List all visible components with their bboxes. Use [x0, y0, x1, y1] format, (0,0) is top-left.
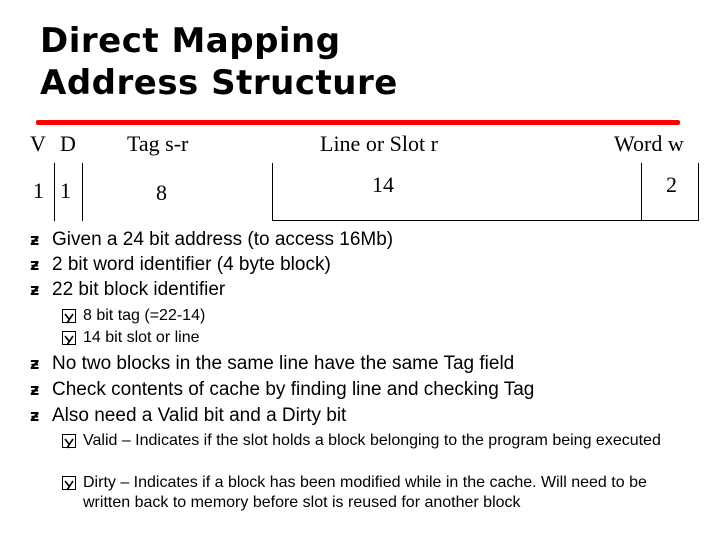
z-bullet-icon: ƶ — [30, 280, 40, 299]
sub-bullet-item: Dirty – Indicates if a block has been modified while in the cache. Will need to be written back to memory before slot is reused for another block — [62, 473, 682, 513]
header-d: D — [60, 131, 76, 156]
z-bullet-icon: ƶ — [30, 255, 40, 274]
sub-bullet-item: Valid – Indicates if the slot holds a block belonging to the program being executed — [62, 431, 682, 451]
title-line-1: Direct Mapping — [40, 21, 341, 61]
field-divider — [272, 163, 273, 221]
field-divider — [641, 163, 642, 221]
y-bullet-icon — [62, 309, 76, 323]
header-word: Word w — [614, 131, 684, 156]
z-bullet-icon: ƶ — [30, 380, 40, 399]
field-divider — [54, 163, 55, 221]
value-word: 2 — [666, 172, 677, 197]
title-line-2: Address Structure — [40, 63, 398, 103]
title-underline — [36, 120, 680, 125]
z-bullet-icon: ƶ — [30, 354, 40, 373]
field-divider — [82, 163, 83, 221]
value-v: 1 — [33, 178, 44, 203]
sub-bullet-item: 14 bit slot or line — [62, 328, 200, 348]
y-bullet-icon — [62, 331, 76, 345]
y-bullet-icon — [62, 476, 76, 490]
slide-title — [40, 20, 398, 104]
field-divider — [698, 163, 699, 221]
y-bullet-icon — [62, 434, 76, 448]
value-tag: 8 — [156, 180, 167, 205]
value-d: 1 — [60, 178, 71, 203]
field-baseline — [272, 220, 699, 221]
header-tag: Tag s-r — [127, 131, 189, 156]
z-bullet-icon: ƶ — [30, 406, 40, 425]
header-line: Line or Slot r — [320, 131, 438, 156]
sub-bullet-item: 8 bit tag (=22-14) — [62, 306, 205, 326]
header-v: V — [30, 131, 46, 156]
value-line: 14 — [372, 172, 394, 197]
z-bullet-icon: ƶ — [30, 230, 40, 249]
